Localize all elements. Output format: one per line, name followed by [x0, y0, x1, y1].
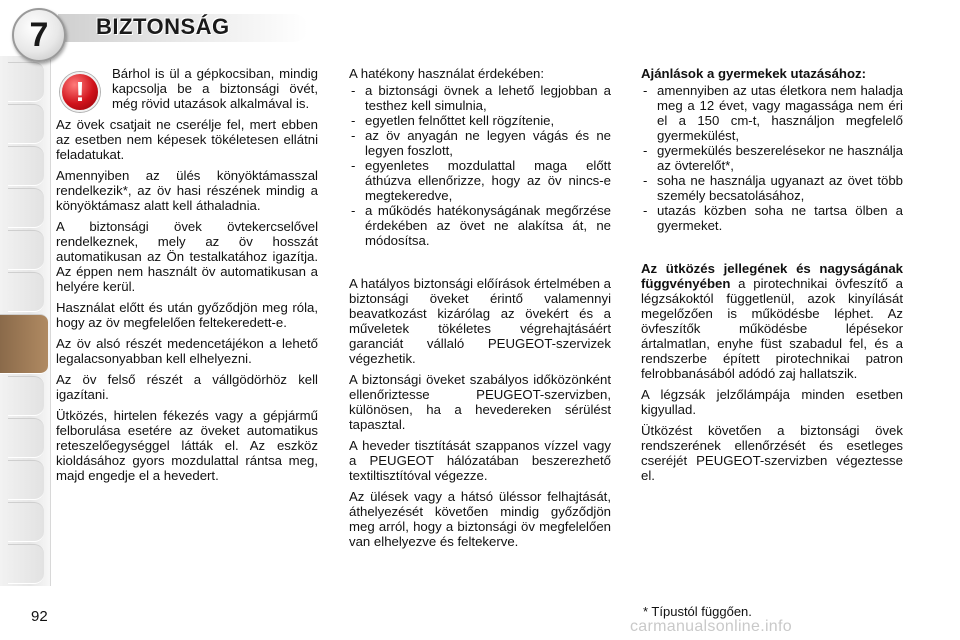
section-heading: Ajánlások a gyermekek utazásához: [641, 66, 867, 81]
watermark: carmanualsonline.info [630, 618, 792, 635]
list-item: - gyermekülés beszerelésekor ne használja az övterelőt*, [641, 143, 903, 173]
column-right [641, 66, 903, 489]
list-intro: A hatékony használat érdekében: [349, 66, 545, 81]
list-item: - utazás közben soha ne tartsa ölben a gyermeket. [641, 203, 903, 233]
exclamation-warning-icon: ! [60, 72, 100, 112]
chapter-tab[interactable] [8, 230, 44, 270]
chapter-tab[interactable] [8, 544, 44, 584]
page-title: BIZTONSÁG [96, 14, 230, 39]
chapter-tab[interactable] [8, 188, 44, 228]
paragraph: A biztonsági övek övtekercselővel rendelkeznek, mely az öv hosszát automatikusan az Ön testalkatához igazítja. Az éppen nem használt öv automatikusan a helyére kerül. [56, 219, 318, 294]
column-middle [349, 66, 611, 555]
paragraph: A heveder tisztítását szappanos vízzel vagy a PEUGEOT hálózatában beszerezhető textiltisztítóval végezze. [349, 438, 611, 483]
paragraph: Az ülések vagy a hátsó üléssor felhajtását, áthelyezését követően mindig győződjön meg arról, hogy a biztonsági öv megfelelően van elhelyezve és feltekerve. [349, 489, 611, 549]
children-list [641, 83, 903, 233]
bold-lead-text: Az ütközés jellegének és nagyságának függvényében [641, 261, 903, 291]
paragraph: Ütközést követően a biztonsági övek rendszerének ellenőrzését és esetleges cseréjét PEUGEOT-szervizben végeztesse el. [641, 423, 903, 483]
paragraph: A biztonsági öveket szabályos időközönként ellenőriztesse PEUGEOT-szervizben, különösen, ha a hevedereken sérülést tapasztal. [349, 372, 611, 432]
list-item: - amennyiben az utas életkora nem haladja meg a 12 évet, vagy magassága nem éri el a 150 cm-t, használjon megfelelő gyermekülést, [641, 83, 903, 143]
chapter-tab[interactable] [8, 146, 44, 186]
warning-text: Bárhol is ül a gépkocsiban, mindig kapcsolja be a biztonsági övét, még rövid utazások alkalmával is. [112, 66, 318, 111]
chapter-tab[interactable] [8, 418, 44, 458]
paragraph: Használat előtt és után győződjön meg róla, hogy az öv megfelelően feltekeredett-e. [56, 300, 318, 330]
paragraph: Az öv alsó részét medencetájékon a lehető legalacsonyabban kell elhelyezni. [56, 336, 318, 366]
chapter-tab[interactable] [8, 104, 44, 144]
paragraph: Ütközés, hirtelen fékezés vagy a gépjármű felborulása esetére az öveket automatikus reteszelőegységgel látták el. Az eszköz kioldásához gyors mozdulattal rántsa meg, majd engedje el a hevedert. [56, 408, 318, 483]
paragraph: Az övek csatjait ne cserélje fel, mert ebben az esetben nem képesek tökéletesen ellátni feladatukat. [56, 117, 318, 162]
list-item: - egyenletes mozdulattal maga előtt áthúzva ellenőrizze, hogy az öv nincs-e megtekeredve, [349, 158, 611, 203]
paragraph [641, 261, 903, 381]
chapter-tab[interactable] [8, 502, 44, 542]
chapter-tab[interactable] [8, 272, 44, 312]
column-left [56, 66, 318, 489]
paragraph: A hatályos biztonsági előírások értelmében a biztonsági öveket érintő valamennyi beavatkozást kizárólag az övekért és a műveletek tökéletes végrehajtásáért garanciát vállaló PEUGEOT-szervizek végezhetik. [349, 276, 611, 366]
list-item: - a működés hatékonyságának megőrzése érdekében az övet ne alakítsa át, ne módosítsa. [349, 203, 611, 248]
paragraph-text: a pirotechnikai övfeszítő a légzsákoktól függetlenül, azok kinyílását megelőzően is működésbe léphet. Az övfeszítők működésbe lépésekor ártalmatlan, enyhe füst szabadul fel, és a rendszerbe épített pirotechnikai patron felrobbanásából adódó zaj hallatszik. [641, 276, 903, 381]
footnote: * Típustól függően. [643, 604, 752, 619]
list-item: - egyetlen felnőttet kell rögzítenie, [349, 113, 611, 128]
chapter-tab-strip [0, 56, 51, 586]
usage-list [349, 83, 611, 248]
paragraph: A légzsák jelzőlámpája minden esetben kigyullad. [641, 387, 903, 417]
list-item: - soha ne használja ugyanazt az övet több személy becsatolásához, [641, 173, 903, 203]
chapter-number-badge: 7 [12, 8, 66, 62]
chapter-tab[interactable] [8, 460, 44, 500]
chapter-tab[interactable] [8, 62, 44, 102]
chapter-tab[interactable] [8, 376, 44, 416]
list-item: - az öv anyagán ne legyen vágás és ne legyen foszlott, [349, 128, 611, 158]
page-number: 92 [31, 608, 48, 625]
paragraph: Amennyiben az ülés könyöktámasszal rendelkezik*, az öv hasi részének mindig a könyöktámasz alatt kell áthaladnia. [56, 168, 318, 213]
chapter-tab-active[interactable] [0, 314, 48, 374]
list-item: - a biztonsági övnek a lehető legjobban a testhez kell simulnia, [349, 83, 611, 113]
paragraph: Az öv felső részét a vállgödörhöz kell igazítani. [56, 372, 318, 402]
